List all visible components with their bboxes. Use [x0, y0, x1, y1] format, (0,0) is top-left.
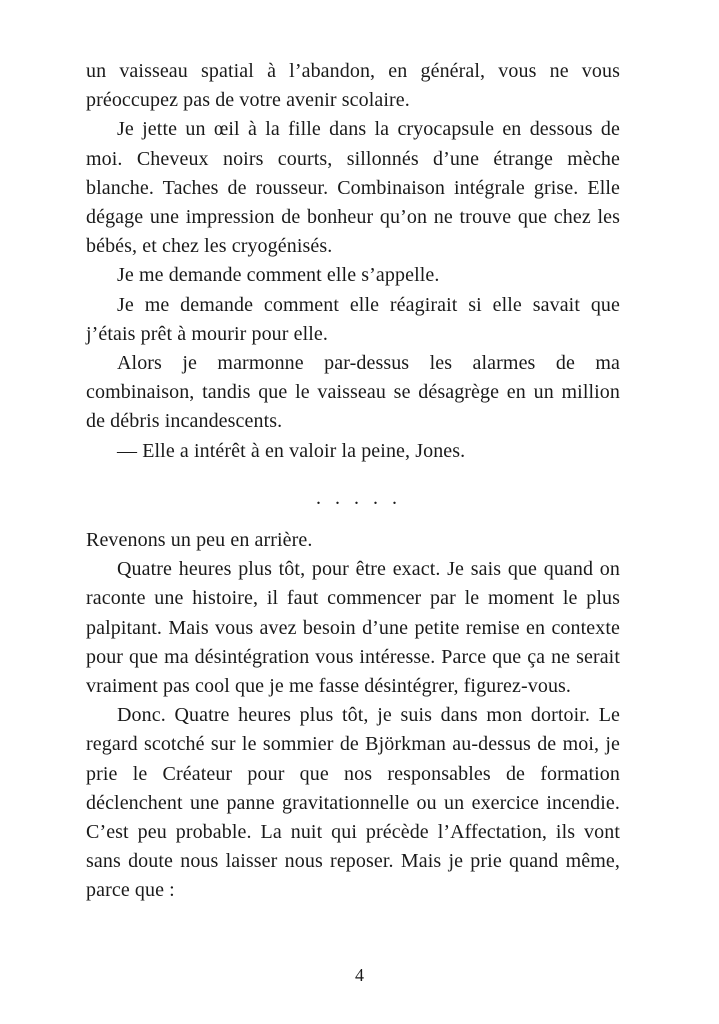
text-block-before-break	[86, 57, 620, 466]
paragraph: Revenons un peu en arrière.	[86, 529, 313, 551]
section-break-dots: .....	[316, 487, 411, 509]
paragraph: Donc. Quatre heures plus tôt, je suis dans mon dortoir. Le regard scotché sur le sommier de Björkman au-dessus de moi, je prie le Créateur pour que nos responsables de formation déclenchent une panne gravitationnelle ou un exercice incendie. C’est peu probable. La nuit qui précède l’Affectation, ils vont sans doute nous laisser nous reposer. Mais je prie quand même, parce que :	[86, 704, 620, 902]
paragraph: Alors je marmonne par-dessus les alarmes de ma combinaison, tandis que le vaisseau se désagrège en un million de débris incandescents.	[86, 352, 620, 433]
paragraph: Je me demande comment elle s’appelle.	[117, 264, 440, 287]
page-number: 4	[355, 965, 364, 985]
paragraph: — Elle a intérêt à en valoir la peine, Jones.	[117, 439, 466, 462]
paragraph: Quatre heures plus tôt, pour être exact. Je sais que quand on raconte une histoire, il faut commencer par le moment le plus palpitant. Mais vous avez besoin d’une petite remise en contexte pour que ma désintégration vous intéresse. Parce que ça ne serait vraiment pas cool que je me fasse désintégrer, figurez-vous.	[86, 558, 620, 698]
paragraph: un vaisseau spatial à l’abandon, en général, vous ne vous préoccupez pas de votre avenir scolaire.	[86, 60, 620, 112]
text-block-after-break	[86, 526, 620, 906]
paragraph: Je me demande comment elle réagirait si elle savait que j’étais prêt à mourir pour elle.	[86, 293, 620, 345]
paragraph: Je jette un œil à la fille dans la cryocapsule en dessous de moi. Cheveux noirs courts, sillonnés d’une étrange mèche blanche. Taches de rousseur. Combinaison intégrale grise. Elle dégage une impression de bonheur qu’on ne trouve que chez les bébés, et chez les cryogénisés.	[86, 118, 620, 258]
